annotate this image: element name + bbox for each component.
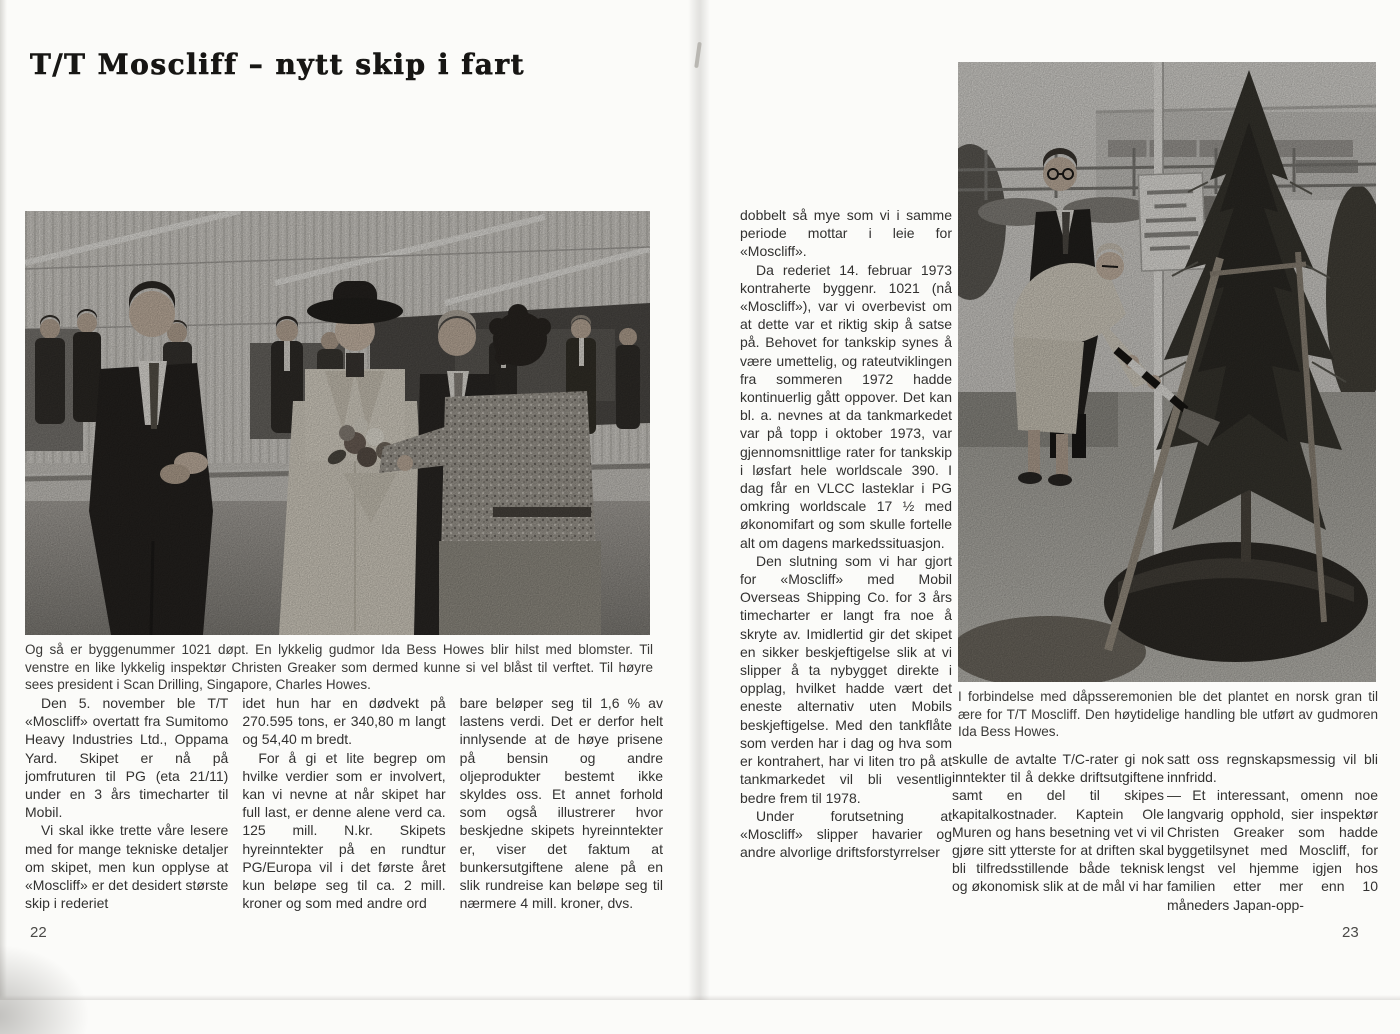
page-number: 22 [30, 924, 47, 941]
paragraph: For å gi et lite begrep om hvilke verdier som er involvert, kan vi nevne at når skipet har full last, er denne alene verd ca. 125 mill. N.kr. Skipets hyreinntekter på en rundtur PG/Europa vil i det første året kun beløpe seg til ca. 2 mill. kroner og som med andre ord [242, 749, 446, 912]
paragraph: Under forutsetning at «Moscliff» slipper havarier og andre alvorlige driftsforstyrrelser [740, 807, 952, 861]
christening-photo-caption: Og så er byggenummer 1021 døpt. En lykkelig gudmor Ida Bess Howes blir hilst med blomster. Til venstre en like lykkelig inspektør Christen Greaker som dermed kunne si vel blåst til verftet. Til høyre sees president i Scan Drilling, Singapore, Charles Howes. [25, 642, 653, 692]
paragraph: Vi skal ikke trette våre lesere med for mange tekniske detaljer om skipet, men kun opplyse at «Moscliff» er det desidert største skip i rederiet [25, 822, 229, 912]
tree-planting-photo-caption: I forbindelse med dåpsseremonien ble det plantet en norsk gran til ære for T/T Moscliff. Den høytidelige handling ble utført av gudmoren Ida Bess Howes. [958, 689, 1378, 739]
paragraph: skulle de avtalte T/C-rater gi nok inntekter til å dekke driftsutgiftene samt en del til skipes kapitalkostnader. Kaptein Ole Muren og hans besetning vet vi vil gjøre sitt ytterste for at driften skal bli tilfredsstillende både teknisk og økonomisk slik at de mål vi har [952, 751, 1164, 895]
page-number: 23 [1342, 924, 1359, 941]
christening-ceremony-photo [25, 211, 650, 635]
paragraph: Den 5. november ble T/T «Moscliff» overtatt fra Sumitomo Heavy Industries Ltd., Oppama Yard. Skipet er nå på jomfruturen til PG (eta 21/11) under en 3 års timecharter til Mobil. [25, 695, 229, 821]
paragraph: satt oss regnskapsmessig vil bli innfridd. [1167, 751, 1378, 786]
paragraph: Den slutning som vi har gjort for «Moscliff» med Mobil Overseas Shipping Co. for 3 års timecharter er langt fra noe å skryte av. Imidlertid gir det skipet en sikker beskjeftigelse slik at vi slipper å ta nybygget direkte i opplag, hvilket hadde vært det eneste alternativ uten Mobils beskjeftigelse. Med den tankflåte som verden har i dag og hva som er kontrahert, har vi liten tro på at tankmarkedet vil bli vesentlig bedre frem til 1978. [740, 552, 952, 806]
page-gutter [688, 0, 710, 1000]
paragraph: Da rederiet 14. februar 1973 kontraherte byggenr. 1021 (nå «Moscliff»), var vi overbevist om at dette var et riktig skip å satse på. Behovet for tankskip synes å være umettelig, og rateutviklingen fra sommeren 1972 hadde kontinuerlig gått oppover. Det kan bl. a. nevnes at da tankmarkedet var på topp i oktober 1973, var gjennomsnittlige rater for tankskip i løsfart hele worldscale 390. I dag får en VLCC lasteklar i PG omkring worldscale 17 ½ med økonomifart og som skulle fortelle alt om dagens markedssituasjon. [740, 261, 952, 551]
tree-planting-illustration [958, 62, 1376, 682]
text-column-2 [952, 750, 1164, 918]
christening-photo-illustration [25, 211, 650, 635]
page-23 [710, 0, 1400, 1000]
paragraph: — Et interessant, omenn noe langvarig opphold, sier inspektør Christen Greaker som hadde byggetilsynet med Moscliff, for lengst vel hjemme igjen hos familien etter mer enn 10 måneders Japan-opp- [1167, 787, 1378, 913]
paragraph: idet hun har en dødvekt på 270.595 tons, er 340,80 m langt og 54,40 m bredt. [242, 695, 446, 748]
paragraph: bare beløper seg til 1,6 % av lastens verdi. Det er derfor helt innlysende at de høye prisene på bensin og andre oljeprodukter bestemt ikke skyldes oss. Et annet forhold som også illustrerer hvor beskjedne skipets hyreinntekter er, viser det faktum at bunkersutgiftene alene på en slik rundreise kan beløpe seg til nærmere 4 mill. kroner, dvs. [459, 695, 663, 912]
article-title: T/T Moscliff – nytt skip i fart [30, 48, 526, 81]
photo-grain [25, 211, 650, 635]
body-text-columns [25, 694, 663, 916]
page-22 [0, 0, 690, 1000]
text-column-3 [1167, 750, 1378, 918]
paragraph: dobbelt så mye som vi i samme periode mottar i leie for «Moscliff». [740, 207, 952, 260]
text-column-2 [242, 694, 445, 916]
tree-planting-photo [958, 62, 1376, 682]
text-column-1 [25, 694, 228, 916]
photo-grain [958, 62, 1376, 682]
text-column-3 [460, 694, 663, 916]
text-column-1 [740, 206, 952, 916]
